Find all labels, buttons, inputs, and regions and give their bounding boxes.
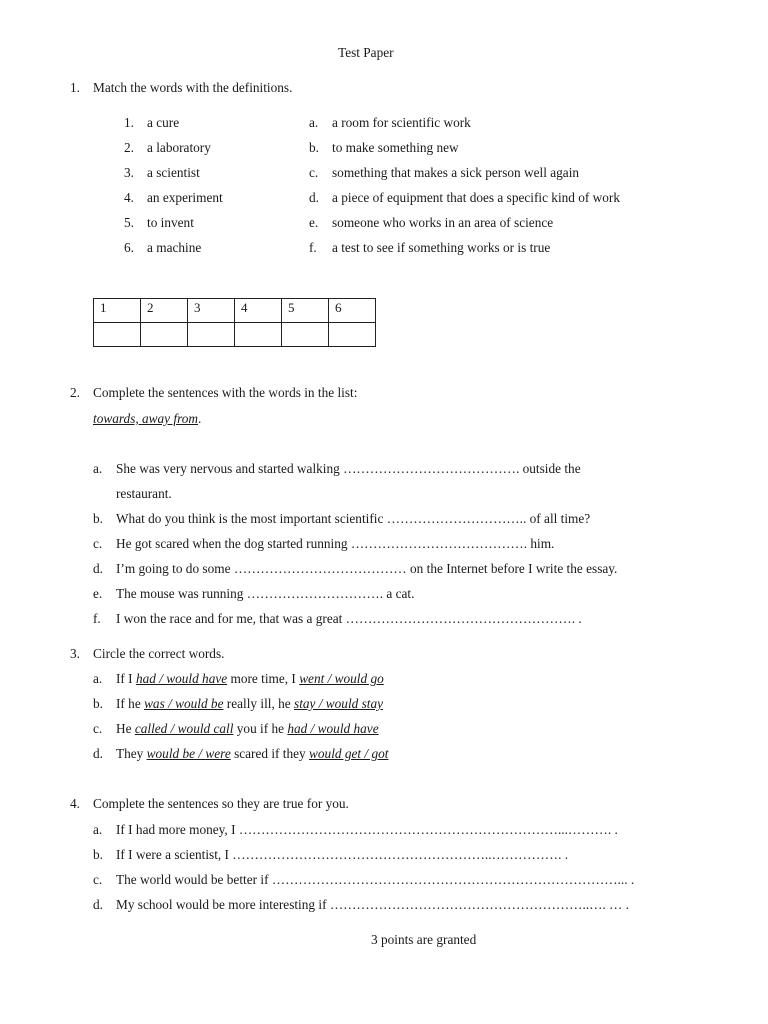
answer-table-header-cell: 2 bbox=[141, 299, 188, 323]
definition-letter: c. bbox=[309, 165, 319, 180]
answer-cell[interactable] bbox=[282, 323, 329, 347]
sentence-letter: e. bbox=[93, 586, 103, 601]
sentence-part: more time, I bbox=[227, 671, 300, 686]
answer-table-header-cell: 5 bbox=[282, 299, 329, 323]
blank-dots[interactable]: …………………………. bbox=[246, 586, 384, 601]
choice-option[interactable]: called / would call bbox=[134, 721, 234, 736]
sentence-text bbox=[116, 612, 582, 625]
choice-option[interactable]: stay / would stay bbox=[294, 696, 384, 711]
word-number: 4. bbox=[124, 190, 134, 205]
choice-option[interactable]: had / would have bbox=[135, 671, 228, 686]
sentence-after: on the Internet before I write the essay. bbox=[406, 561, 618, 576]
sentence-after: outside the bbox=[519, 461, 581, 476]
page-title: Test Paper bbox=[338, 45, 394, 60]
points-note: 3 points are granted bbox=[371, 932, 477, 947]
q2-number: 2. bbox=[70, 385, 80, 400]
sentence-part: They bbox=[116, 746, 147, 761]
word-number: 6. bbox=[124, 240, 134, 255]
sentence-text[interactable]: If I had more money, I ………………………………………………………………...………. . bbox=[116, 822, 618, 837]
q2-prompt: Complete the sentences with the words in the list: bbox=[93, 385, 358, 400]
word-number: 3. bbox=[124, 165, 134, 180]
sentence-text[interactable]: The world would be better if ……………………………………………………………………... . bbox=[116, 872, 635, 887]
answer-table-header-cell: 1 bbox=[94, 299, 141, 323]
sentence-part: If I bbox=[116, 671, 136, 686]
sentence-text bbox=[116, 722, 379, 735]
sentence-letter: b. bbox=[93, 511, 103, 526]
answer-cell[interactable] bbox=[94, 323, 141, 347]
definition-letter: f. bbox=[309, 240, 317, 255]
definition-letter: e. bbox=[309, 215, 319, 230]
answer-table-blank-row bbox=[94, 323, 376, 347]
blank-dots[interactable]: ………………………….. bbox=[386, 511, 527, 526]
sentence-letter: c. bbox=[93, 872, 103, 887]
choice-option[interactable]: had / would have bbox=[287, 721, 379, 736]
q3-number: 3. bbox=[70, 646, 80, 661]
definition-text: something that makes a sick person well again bbox=[332, 165, 580, 180]
sentence-part: really ill, he bbox=[223, 696, 295, 711]
definition-text: a room for scientific work bbox=[332, 115, 471, 130]
answer-cell[interactable] bbox=[329, 323, 376, 347]
word-text: a scientist bbox=[147, 165, 200, 180]
choice-option[interactable]: would get / got bbox=[309, 746, 389, 761]
definition-text: a piece of equipment that does a specific kind of work bbox=[332, 190, 620, 205]
sentence-text bbox=[116, 747, 388, 760]
sentence-continuation: restaurant. bbox=[116, 486, 172, 501]
word-text: a machine bbox=[147, 240, 202, 255]
answer-table-header-cell: 6 bbox=[329, 299, 376, 323]
choice-option[interactable]: was / would be bbox=[144, 696, 224, 711]
sentence-text[interactable]: My school would be more interesting if …………………………………………………..…. … . bbox=[116, 897, 630, 912]
word-text: to invent bbox=[147, 215, 194, 230]
sentence-part: scared if they bbox=[230, 746, 310, 761]
word-list-text: towards, away from bbox=[93, 411, 199, 426]
sentence-text bbox=[116, 537, 554, 550]
q1-prompt: Match the words with the definitions. bbox=[93, 80, 293, 95]
sentence-after: of all time? bbox=[526, 511, 591, 526]
sentence-letter: c. bbox=[93, 536, 103, 551]
sentence-before: The mouse was running bbox=[116, 586, 247, 601]
sentence-letter: a. bbox=[93, 671, 103, 686]
definition-text: someone who works in an area of science bbox=[332, 215, 554, 230]
choice-option[interactable]: went / would go bbox=[299, 671, 384, 686]
sentence-after: a cat. bbox=[383, 586, 415, 601]
sentence-letter: a. bbox=[93, 822, 103, 837]
word-text: a cure bbox=[147, 115, 180, 130]
sentence-part: If he bbox=[116, 696, 145, 711]
blank-dots[interactable]: …………………………………. bbox=[350, 536, 528, 551]
answer-cell[interactable] bbox=[141, 323, 188, 347]
word-text: a laboratory bbox=[147, 140, 211, 155]
sentence-text bbox=[116, 587, 414, 600]
sentence-text bbox=[116, 462, 581, 475]
q3-prompt: Circle the correct words. bbox=[93, 646, 225, 661]
q2-word-list bbox=[93, 412, 201, 425]
sentence-before: She was very nervous and started walking bbox=[116, 461, 344, 476]
sentence-before: I won the race and for me, that was a great bbox=[116, 611, 346, 626]
blank-dots[interactable]: …………………………………. bbox=[343, 461, 520, 476]
sentence-before: He got scared when the dog started running bbox=[116, 536, 351, 551]
blank-dots[interactable]: ……………………………………………. bbox=[345, 611, 576, 626]
word-number: 1. bbox=[124, 115, 134, 130]
sentence-after: . bbox=[575, 611, 582, 626]
definition-letter: a. bbox=[309, 115, 319, 130]
blank-dots[interactable]: ………………………………… bbox=[233, 561, 407, 576]
sentence-text[interactable]: If I were a scientist, I …………………………………………………..……………. . bbox=[116, 847, 569, 862]
sentence-before: What do you think is the most important scientific bbox=[116, 511, 387, 526]
sentence-letter: b. bbox=[93, 696, 103, 711]
q1-answer-table bbox=[93, 298, 376, 347]
sentence-letter: a. bbox=[93, 461, 103, 476]
definition-text: to make something new bbox=[332, 140, 459, 155]
definition-text: a test to see if something works or is true bbox=[332, 240, 551, 255]
q1-number: 1. bbox=[70, 80, 80, 95]
sentence-part: you if he bbox=[233, 721, 288, 736]
answer-cell[interactable] bbox=[188, 323, 235, 347]
sentence-text bbox=[116, 672, 384, 685]
sentence-text bbox=[116, 512, 590, 525]
sentence-letter: d. bbox=[93, 897, 103, 912]
answer-cell[interactable] bbox=[235, 323, 282, 347]
sentence-letter: f. bbox=[93, 611, 101, 626]
choice-option[interactable]: would be / were bbox=[146, 746, 231, 761]
word-number: 2. bbox=[124, 140, 134, 155]
sentence-letter: d. bbox=[93, 561, 103, 576]
sentence-before: I’m going to do some bbox=[116, 561, 234, 576]
answer-table-header-cell: 3 bbox=[188, 299, 235, 323]
word-text: an experiment bbox=[147, 190, 223, 205]
sentence-text bbox=[116, 697, 383, 710]
answer-table-header-cell: 4 bbox=[235, 299, 282, 323]
sentence-after: him. bbox=[527, 536, 555, 551]
q4-number: 4. bbox=[70, 796, 80, 811]
answer-table-header-row bbox=[94, 299, 376, 323]
q4-prompt: Complete the sentences so they are true for you. bbox=[93, 796, 349, 811]
sentence-letter: b. bbox=[93, 847, 103, 862]
sentence-letter: c. bbox=[93, 721, 103, 736]
word-number: 5. bbox=[124, 215, 134, 230]
sentence-letter: d. bbox=[93, 746, 103, 761]
sentence-part: He bbox=[116, 721, 135, 736]
word-list-period: . bbox=[198, 411, 202, 426]
sentence-text bbox=[116, 562, 617, 575]
definition-letter: b. bbox=[309, 140, 319, 155]
definition-letter: d. bbox=[309, 190, 319, 205]
